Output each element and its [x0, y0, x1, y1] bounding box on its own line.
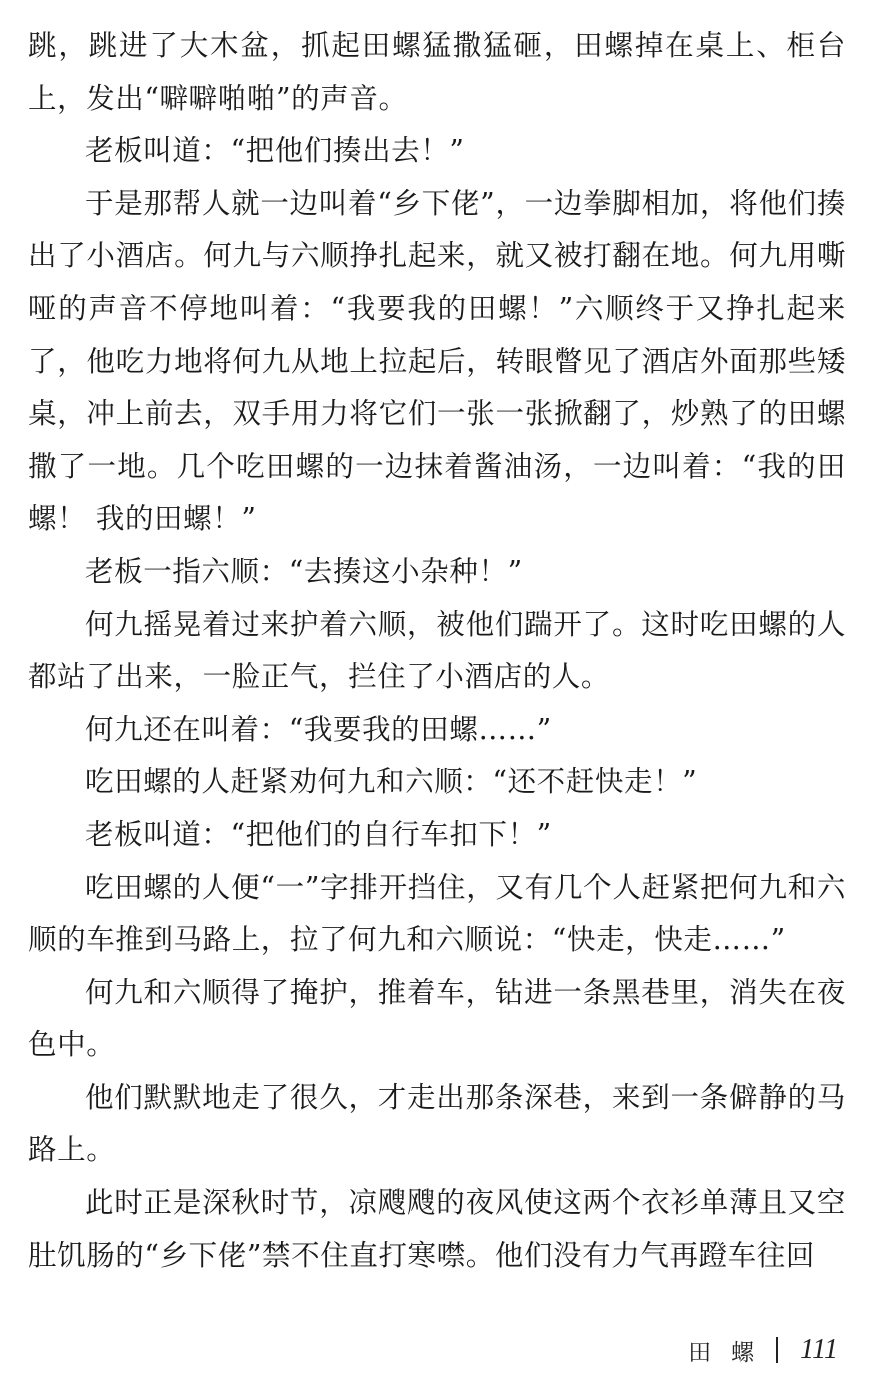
paragraph: 吃田螺的人便“一”字排开挡住，又有几个人赶紧把何九和六顺的车推到马路上，拉了何九和六顺说：“快走，快走……” — [28, 870, 846, 957]
page-number: 111 — [800, 1334, 838, 1365]
paragraph: 老板叫道：“把他们的自行车扣下！” — [85, 817, 552, 851]
paragraph-continued: 跳，跳进了大木盆，抓起田螺猛撒猛砸，田螺掉在桌上、柜台上，发出“噼噼啪啪”的声音。 — [28, 29, 846, 115]
page-footer — [688, 1333, 838, 1367]
paragraph: 吃田螺的人赶紧劝何九和六顺：“还不赶快走！” — [85, 765, 698, 799]
paragraph: 老板叫道：“把他们揍出去！” — [85, 134, 465, 168]
running-title: 田螺 — [688, 1339, 775, 1366]
footer-divider — [776, 1337, 778, 1363]
body-text — [28, 20, 846, 1282]
paragraph: 于是那帮人就一边叫着“乡下佬”，一边拳脚相加，将他们揍出了小酒店。何九与六顺挣扎起来，就又被打翻在地。何九用嘶哑的声音不停地叫着：“我要我的田螺！”六顺终于又挣扎起来了，他吃力地将何九从地上拉起后，转眼瞥见了酒店外面那些矮桌，冲上前去，双手用力将它们一张一张掀翻了，炒熟了的田螺撒了一地。几个吃田螺的一边抹着酱油汤，一边叫着：“我的田螺！ 我的田螺！” — [28, 186, 846, 536]
paragraph: 何九摇晃着过来护着六顺，被他们踹开了。这时吃田螺的人都站了出来，一脸正气，拦住了小酒店的人。 — [28, 607, 846, 694]
paragraph: 何九还在叫着：“我要我的田螺……” — [85, 712, 552, 746]
paragraph: 他们默默地走了很久，才走出那条深巷，来到一条僻静的马路上。 — [28, 1080, 846, 1167]
paragraph: 老板一指六顺：“去揍这小杂种！” — [85, 554, 523, 588]
paragraph: 此时正是深秋时节，凉飕飕的夜风使这两个衣衫单薄且又空肚饥肠的“乡下佬”禁不住直打寒噤。他们没有力气再蹬车往回 — [28, 1186, 846, 1272]
paragraph: 何九和六顺得了掩护，推着车，钻进一条黑巷里，消失在夜色中。 — [28, 975, 846, 1062]
